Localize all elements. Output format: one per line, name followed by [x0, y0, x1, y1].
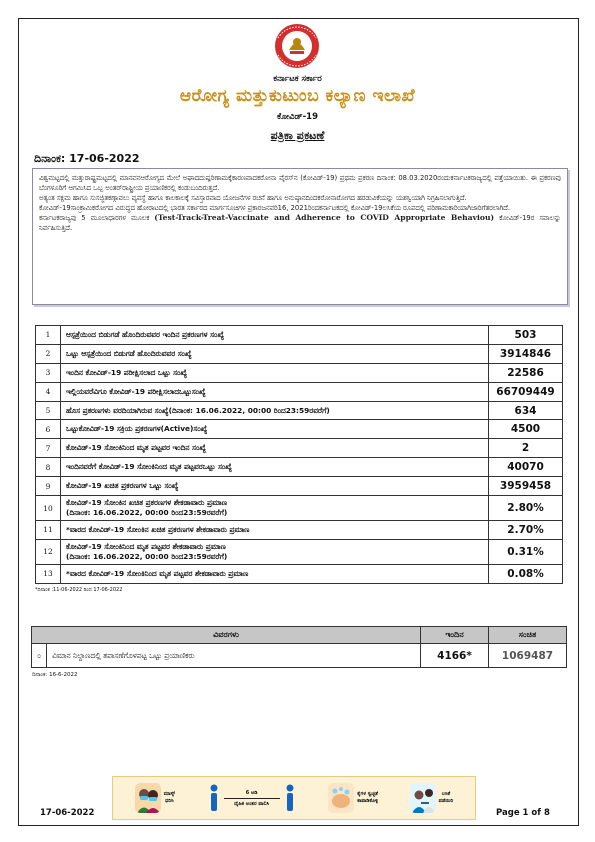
- distance-segment: [207, 783, 297, 813]
- covid-stats-table: [35, 325, 563, 584]
- mask-text: ಮಾಸ್ಕ್ ಧರಿಸಿ: [163, 791, 176, 804]
- row-label: [61, 477, 489, 496]
- handwash-text: ಕೈಗಳ ಸ್ವಚ್ಛತೆ ಕಾಪಾಡಿಕೊಳ್ಳಿ: [357, 791, 379, 804]
- table-row: [32, 644, 567, 668]
- table-row: [36, 439, 563, 458]
- header-details: ವಿವರಗಳು: [32, 627, 421, 644]
- page-number: [496, 808, 550, 818]
- table-row: [36, 496, 563, 521]
- mask-people-icon: [135, 783, 161, 813]
- row-value: 3914846: [489, 344, 563, 363]
- vaccine-text: ಲಸಿಕೆ ಪಡೆಯಿರಿ: [438, 791, 454, 804]
- row-number: 13: [36, 564, 61, 583]
- table-row: [36, 344, 563, 363]
- vaccination-icon: [410, 783, 436, 813]
- row-label-text: ಒಟ್ಟುಕೋವಿಡ್-19 ಸಕ್ರಿಯ ಪ್ರಕರಣಗಳ(Active)ಸಂಖ್ಯೆ: [66, 424, 208, 434]
- press-release-title: [0, 129, 595, 143]
- distance-label: [224, 790, 280, 807]
- row-label-text: ಕೋವಿಡ್-19 ಸೋಂಕಿನಿಂದ ಮೃತ ಪಟ್ಟವರ ಇಂದಿನ ಸಂಖ್ಯೆ: [66, 443, 206, 453]
- row-value: 634: [489, 401, 563, 420]
- row-value: 503: [489, 326, 563, 345]
- intro-paragraph-2: ಅತ್ಯಂತ ಸಕ್ಷಮ ಹಾಗೂ ಸುಸಜ್ಜಿತಕಣ್ಗಾವಲು ವ್ಯವಸ್ಥೆ ಹಾಗೂ ಕಾಲಕಾಲಕ್ಕೆ ಸವಿಸ್ತಾರವಾದ ಯೋಜನೆಗಳ ರಚನೆ ಹಾಗೂ ಅನುಷ್ಠಾನದಿಂದಕರೋನಾರೋಗದ ಹರಡುವಿಕೆಯನ್ನು ಯಶಸ್ವಿಯಾಗಿ ನಿಗ್ರಹಿಸಲಾಗುತ್ತಿದೆ.: [39, 194, 467, 202]
- row-number: 3: [36, 363, 61, 382]
- intro-p4-prefix: ಕರ್ನಾಟಕರಾಜ್ಯವು 5 ಮೂಲಾಧಾರಗಳ ಮೂಲಕ: [39, 214, 150, 222]
- row-number: 9: [36, 477, 61, 496]
- row-label: [61, 439, 489, 458]
- press-release-text: ಪತ್ರಿಕಾ ಪ್ರಕಟಣೆ: [270, 129, 325, 142]
- stats-footnote: *ದಿನಾಂಕ :11-06-2022 ರಿಂದ 17-06-2022: [35, 587, 123, 593]
- row-label: [61, 401, 489, 420]
- row-value: 2: [489, 439, 563, 458]
- distance-top-text: 6 ಅಡಿ: [245, 789, 258, 796]
- person-right-icon: [283, 783, 297, 813]
- government-name: ಕರ್ನಾಟಕ ಸರ್ಕಾರ: [273, 74, 322, 84]
- row-number: 11: [36, 521, 61, 540]
- covid-subject: ಕೋವಿಡ್-19: [276, 112, 319, 122]
- row-label-text: ಕೋವಿಡ್-19 ಖಚಿತ ಪ್ರಕರಣಗಳ ಒಟ್ಟು ಸಂಖ್ಯೆ: [66, 481, 179, 491]
- intro-paragraph-4: [39, 213, 561, 233]
- row-label: [61, 344, 489, 363]
- row-label: [61, 382, 489, 401]
- department-title: ಆರೋಗ್ಯ ಮತ್ತುಕುಟುಂಬ ಕಲ್ಯಾಣ ಇಲಾಖೆ: [179, 86, 416, 106]
- intro-paragraph-1: ವಿಶ್ವಮಟ್ಟದಲ್ಲಿ ಮತ್ತುರಾಷ್ಟ್ರಮಟ್ಟದಲ್ಲಿ ಮಾನವನಆರೋಗ್ಯದ ಮೇಲೆ ಅಘಾದದುಷ್ಪರಿಣಾಮಕ್ಕೆಕಾರಣವಾದಕರೋನಾ ವೈರಸ್‌ನ (ಕೋವಿಡ್-19) ಪ್ರಥಮ ಪ್ರಕರಣ ದಿನಾಂಕ: 08.03.2020ರಂದುಕರ್ನಾಟಕರಾಜ್ಯದಲ್ಲಿ ಪತ್ತೆಯಾಯಿತು. ಈ ಪ್ರಕರಣವು ಬೆಂಗಳೂರಿಗೆ ಆಗಮಿಸಿದ ಒಬ್ಬ ಅಂತರ್‌ರಾಷ್ಟ್ರೀಯ ಪ್ರಯಾಣಿಕರಲ್ಲಿ ಕಂಡುಬಂದಿರುತ್ತದೆ.: [39, 174, 561, 192]
- row-value: 4500: [489, 420, 563, 439]
- page-prefix: Page: [496, 808, 523, 818]
- footer-date: 17-06-2022: [40, 808, 95, 818]
- table-row: [36, 539, 563, 564]
- row-label-text: ಇಂದಿನ ಕೋವಿಡ್-19 ಪರೀಕ್ಷಿಸಲಾದ ಒಟ್ಟು ಸಂಖ್ಯೆ: [66, 367, 187, 377]
- intro-p4-english: (Test-Track-Treat-Vaccinate and Adherence to COVID Appropriate Behaviou): [154, 213, 495, 222]
- row-number: 4: [36, 382, 61, 401]
- vaccine-segment: [410, 783, 454, 813]
- row-today-value: 4166*: [421, 644, 489, 668]
- row-number: 7: [36, 439, 61, 458]
- row-value: 3959458: [489, 477, 563, 496]
- row-label: ವಿಮಾನ ನಿಲ್ದಾಣದಲ್ಲಿ ತಪಾಸಣೆಗೊಳಪಟ್ಟ ಒಟ್ಟು ಪ್ರಯಾಣಿಕರು: [47, 644, 421, 668]
- table-row: [36, 420, 563, 439]
- page-current: 1: [522, 808, 529, 818]
- release-date: ದಿನಾಂಕ: 17-06-2022: [34, 152, 140, 165]
- row-label: [61, 363, 489, 382]
- mask-segment: [135, 783, 175, 813]
- row-label: [61, 496, 489, 521]
- table-row: [36, 326, 563, 345]
- row-label: [61, 564, 489, 583]
- row-label-date: (ದಿನಾಂಕ: 16.06.2022, 00:00 ರಿಂದ23:59ರವರೆಗೆ): [66, 508, 228, 518]
- row-value: 0.31%: [489, 539, 563, 564]
- intro-box: [32, 168, 568, 305]
- row-value: 22586: [489, 363, 563, 382]
- travel-footnote: ದಿನಾಂಕ: 16-6-2022: [32, 672, 78, 678]
- person-left-icon: [207, 783, 221, 813]
- handwash-segment: [328, 783, 378, 813]
- row-index: ೦: [32, 644, 47, 668]
- distance-bottom-text: ದೈಹಿಕ ಅಂತರ ಪಾಲಿಸಿ: [234, 800, 270, 807]
- table-header-row: [32, 627, 567, 644]
- row-label: [61, 458, 489, 477]
- row-label-text: ಇಲ್ಲಿಯವರೆವಿಗೂ ಕೋವಿಡ್-19 ಪರೀಕ್ಷಿಸಲಾದಒಟ್ಟುಸಂಖ್ಯೆ: [66, 386, 206, 396]
- row-number: 12: [36, 539, 61, 564]
- row-value: 2.80%: [489, 496, 563, 521]
- row-value: 2.70%: [489, 521, 563, 540]
- intro-p4-suffix: ಕೋವಿಡ್-19ರ ಸವಾಲನ್ನು ನಿರ್ವಹಿಸುತ್ತಿದೆ.: [39, 214, 561, 232]
- handwash-icon: [328, 783, 354, 813]
- row-cumulative-value: 1069487: [489, 644, 567, 668]
- row-label-text: ಆಸ್ಪತ್ರೆಯಿಂದ ಬಿಡುಗಡೆ ಹೊಂದಿರುವವರ ಇಂದಿನ ಪ್ರಕರಣಗಳ ಸಂಖ್ಯೆ: [66, 329, 225, 339]
- row-label-text: ಒಟ್ಟು ಆಸ್ಪತ್ರೆಯಿಂದ ಬಿಡುಗಡೆ ಹೊಂದಿರುವವರ ಸಂಖ್ಯೆ: [66, 348, 192, 358]
- table-row: [36, 564, 563, 583]
- row-label-text: *ವಾರದ ಕೋವಿಡ್-19 ಸೋಂಕಿನಿಂದ ಮೃತ ಪಟ್ಟವರ ಶೇಕಡಾವಾರು ಪ್ರಮಾಣ: [66, 568, 249, 578]
- table-row: [36, 477, 563, 496]
- row-number: 2: [36, 344, 61, 363]
- intro-paragraph-3: ಕೋವಿಡ್-19ಸಾಂಕ್ರಾಮಿಕರೋಗದ ವಿರುದ್ಧದ ಹೋರಾಟದಲ್ಲಿ ಭಾರತ ಸರ್ಕಾರದ ಮಾರ್ಗಸೂಚಿಗಳ ಪ್ರಕಾರಜನವರಿ16, 2021ರಿಂದಕರ್ನಾಟಕದಲ್ಲಿ ಕೋವಿಡ್-19ಲಸಿಕೆಯ ರೂಪದಲ್ಲಿ ಪರಿಣಾಮಕಾರಿಯಾಗಿಜಾರಿಗೆತರಲಾಗಿದೆ.: [39, 204, 511, 212]
- row-label-text: ಕೋವಿಡ್-19 ಸೋಂಕಿನಿಂದ ಮೃತ ಪಟ್ಟವರ ಶೇಕಡಾವಾರು ಪ್ರಮಾಣ: [66, 541, 226, 551]
- row-number: 10: [36, 496, 61, 521]
- row-label-text: ಇಂದಿನವರೆಗೆ ಕೋವಿಡ್-19 ಸೋಂಕಿನಿಂದ ಮೃತ ಪಟ್ಟವರಒಟ್ಟು ಸಂಖ್ಯೆ: [66, 462, 232, 472]
- distance-line: [224, 798, 280, 799]
- table-row: [36, 363, 563, 382]
- page-total: 8: [543, 808, 550, 818]
- row-value: 66709449: [489, 382, 563, 401]
- page-of: of: [528, 808, 544, 818]
- header-cumulative: ಸಂಚಿತ: [489, 627, 567, 644]
- table-row: [36, 521, 563, 540]
- table-row: [36, 458, 563, 477]
- row-value: 0.08%: [489, 564, 563, 583]
- header-today: ಇಂದಿನ: [421, 627, 489, 644]
- row-number: 1: [36, 326, 61, 345]
- airport-screening-table: [31, 626, 567, 668]
- table-row: [36, 401, 563, 420]
- row-number: 6: [36, 420, 61, 439]
- safety-banner: [112, 776, 476, 820]
- row-label: [61, 420, 489, 439]
- row-label-date: (ದಿನಾಂಕ: 16.06.2022, 00:00 ರಿಂದ23:59ರವರೆಗೆ): [66, 551, 228, 561]
- row-label-text: ಕೋವಿಡ್-19 ಸೋಂಕಿನ ಖಚಿತ ಪ್ರಕರಣಗಳ ಶೇಕಡಾವಾರು ಪ್ರಮಾಣ: [66, 498, 227, 508]
- row-label: [61, 326, 489, 345]
- row-label-text: ಹೊಸ ಪ್ರಕರಣಗಳು ವರದಿಯಾಗಿರುವ ಸಂಖ್ಯೆ(ದಿನಾಂಕ: 16.06.2022, 00:00 ರಿಂದ23:59ರವರೆಗೆ): [66, 405, 330, 415]
- karnataka-emblem-logo: [270, 22, 324, 70]
- row-number: 8: [36, 458, 61, 477]
- row-label: [61, 521, 489, 540]
- row-label-text: *ವಾರದ ಕೋವಿಡ್-19 ಸೋಂಕಿನ ಖಚಿತ ಪ್ರಕರಣಗಳ ಶೇಕಡಾವಾರು ಪ್ರಮಾಣ: [66, 524, 250, 534]
- row-label: [61, 539, 489, 564]
- row-number: 5: [36, 401, 61, 420]
- table-row: [36, 382, 563, 401]
- row-value: 40070: [489, 458, 563, 477]
